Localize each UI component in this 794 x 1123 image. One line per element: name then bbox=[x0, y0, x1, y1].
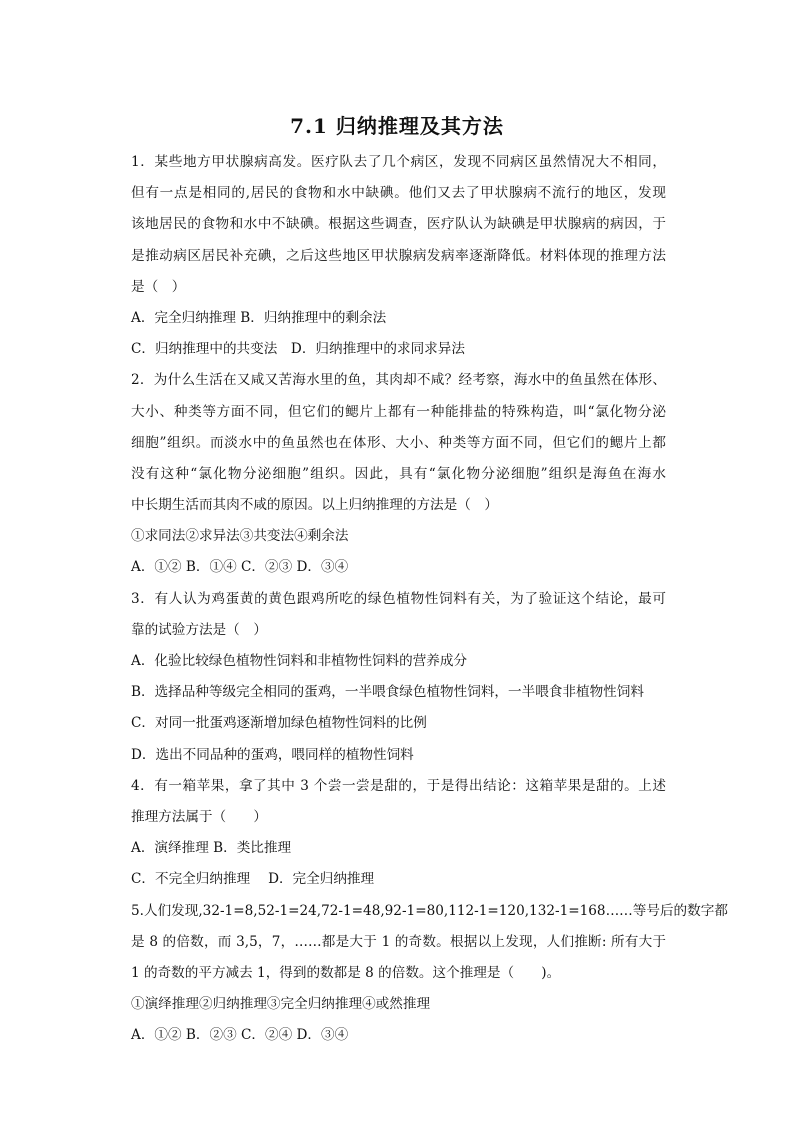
question-4-options-ab: A．演绎推理 B．类比推理 bbox=[131, 840, 292, 857]
question-2-line-1: 2．为什么生活在又咸又苦海水里的鱼，其肉却不咸？经考察，海水中的鱼虽然在体形、 bbox=[131, 372, 666, 389]
question-5-line-3: 1 的奇数的平方减去 1，得到的数都是 8 的倍数。这个推理是（ )。 bbox=[131, 964, 561, 981]
question-2-line-4: 没有这种“氯化物分泌细胞”组织。因此，具有“氯化物分泌细胞”组织是海鱼在海水 bbox=[131, 465, 666, 482]
question-2-line-5: 中长期生活而其肉不咸的原因。以上归纳推理的方法是（ ） bbox=[131, 497, 499, 514]
question-5-line-1: 5.人们发现,32-1=8,52-1=24,72-1=48,92-1=80,112-1=120,132-1=168……等号后的数字都 bbox=[131, 902, 728, 919]
question-2 bbox=[131, 365, 666, 583]
question-5-choices: ①演绎推理②归纳推理③完全归纳推理④或然推理 bbox=[131, 996, 431, 1013]
question-2-line-2: 大小、种类等方面不同，但它们的鳃片上都有一种能排盐的特殊构造，叫“氯化物分泌 bbox=[131, 403, 666, 420]
question-3-option-a: A．化验比较绿色植物性饲料和非植物性饲料的营养成分 bbox=[131, 653, 468, 669]
question-1 bbox=[131, 147, 666, 365]
question-1-line-3: 该地居民的食物和水中不缺碘。根据这些调查，医疗队认为缺碘是甲状腺病的病因，于 bbox=[131, 216, 666, 233]
question-3-line-2: 靠的试验方法是（ ） bbox=[131, 621, 267, 638]
question-1-line-2: 但有一点是相同的,居民的食物和水中缺碘。他们又去了甲状腺病不流行的地区，发现 bbox=[131, 185, 666, 202]
question-4-options-cd: C．不完全归纳推理 D．完全归纳推理 bbox=[131, 871, 375, 888]
question-4 bbox=[131, 771, 666, 896]
question-2-line-3: 细胞”组织。而淡水中的鱼虽然也在体形、大小、种类等方面不同，但它们的鳃片上都 bbox=[131, 434, 666, 451]
question-4-line-2: 推理方法属于（ ） bbox=[131, 808, 267, 825]
question-1-options-ab: A．完全归纳推理 B．归纳推理中的剩余法 bbox=[131, 309, 387, 326]
question-1-line-5: 是（ ） bbox=[131, 278, 186, 295]
questions-container bbox=[131, 147, 728, 1051]
question-1-options-cd: C．归纳推理中的共变法 D．归纳推理中的求同求异法 bbox=[131, 341, 465, 358]
question-5-options: A．①② B．②③ C．②④ D．③④ bbox=[131, 1027, 349, 1044]
question-4-line-1: 4．有一箱苹果，拿了其中 3 个尝一尝是甜的，于是得出结论：这箱苹果是甜的。上述 bbox=[131, 777, 666, 794]
question-3-option-c: C．对同一批蛋鸡逐渐增加绿色植物性饲料的比例 bbox=[131, 715, 427, 732]
question-3-option-b: B．选择品种等级完全相同的蛋鸡，一半喂食绿色植物性饲料，一半喂食非植物性饲料 bbox=[131, 684, 644, 701]
question-1-line-1: 1．某些地方甲状腺病高发。医疗队去了几个病区，发现不同病区虽然情况大不相同， bbox=[131, 154, 666, 170]
question-1-line-4: 是推动病区居民补充碘，之后这些地区甲状腺病发病率逐渐降低。材料体现的推理方法 bbox=[131, 247, 666, 264]
question-2-options: A．①② B．①④ C．②③ D．③④ bbox=[131, 559, 349, 576]
question-5-line-2: 是 8 的倍数，而 3,5，7，……都是大于 1 的奇数。根据以上发现，人们推断: 所有大于 bbox=[131, 933, 666, 950]
question-3-line-1: 3．有人认为鸡蛋黄的黄色跟鸡所吃的绿色植物性饲料有关，为了验证这个结论，最可 bbox=[131, 590, 666, 607]
question-3-option-d: D．选出不同品种的蛋鸡，喂同样的植物性饲料 bbox=[131, 746, 414, 763]
question-3 bbox=[131, 584, 666, 771]
question-5 bbox=[131, 896, 728, 1052]
page-title: 7.1 归纳推理及其方法 bbox=[290, 114, 504, 138]
question-2-choices: ①求同法②求异法③共变法④剩余法 bbox=[131, 528, 349, 545]
